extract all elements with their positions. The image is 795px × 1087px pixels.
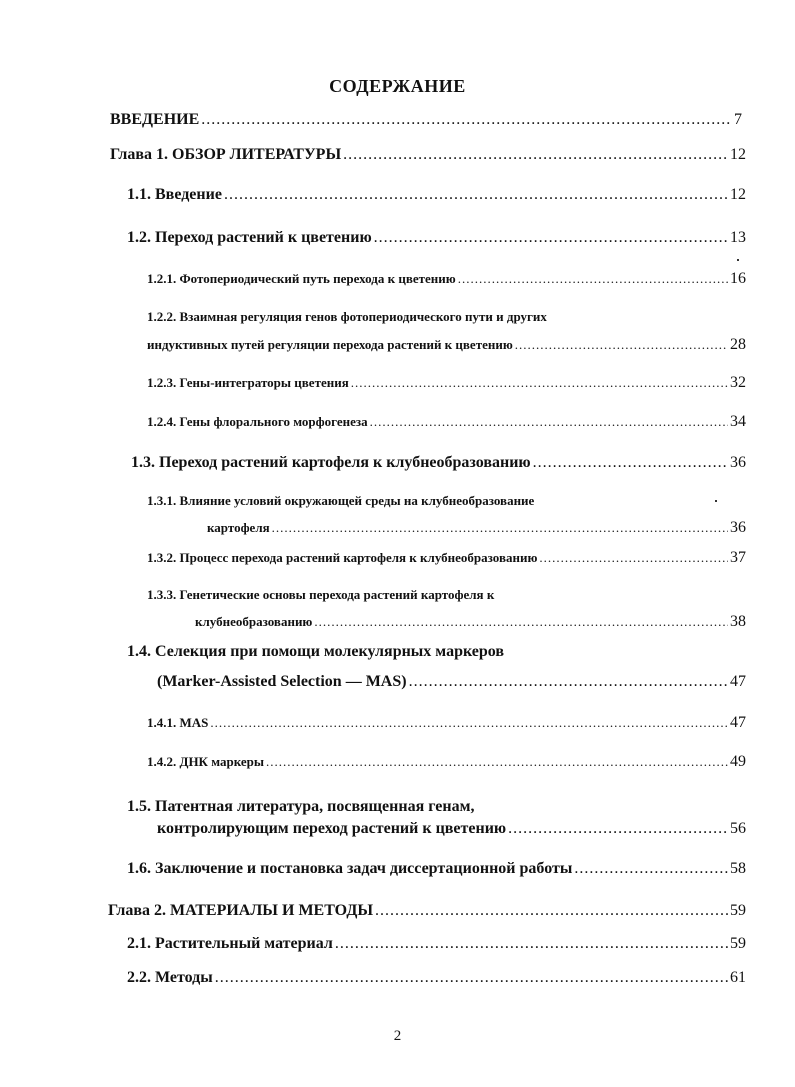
toc-label: 1.4.1. MAS [147,715,209,730]
toc-entry-1-6 [127,860,746,878]
toc-entry-chapter-1 [110,146,746,164]
toc-label: ВВЕДЕНИЕ [110,111,200,128]
toc-page-number: 58 [730,860,746,877]
toc-page-number: 28 [730,336,746,353]
toc-entry-1-3-3-line1: 1.3.3. Генетические основы перехода растений картофеля к [147,587,495,602]
dot-leader [533,454,728,472]
page-title: СОДЕРЖАНИЕ [329,76,466,96]
dot-leader [201,111,732,129]
dot-leader [343,146,728,164]
toc-entry-2-2 [127,969,746,987]
toc-label: 1.2.4. Гены флорального морфогенеза [147,414,368,429]
toc-page-number: 59 [730,902,746,919]
dot-leader [351,375,728,391]
toc-entry-1-1 [127,186,746,204]
toc-entry-2-1 [127,935,746,953]
toc-entry-introduction [110,111,742,129]
toc-label: 1.6. Заключение и постановка задач диссертационной работы [127,860,573,877]
toc-page-number: 32 [730,374,746,391]
toc-label: Глава 1. ОБЗОР ЛИТЕРАТУРЫ [110,146,342,163]
scan-speck [737,259,739,261]
toc-page-number: 38 [730,613,746,630]
toc-entry-1-3 [131,454,746,472]
toc-label: Глава 2. МАТЕРИАЛЫ И МЕТОДЫ [108,902,374,919]
toc-label: 1.4.2. ДНК маркеры [147,754,265,769]
toc-entry-1-3-2 [147,549,746,567]
toc-entry-1-3-1 [207,519,746,537]
toc-page-number: 36 [730,519,746,536]
toc-page-number: 36 [730,454,746,471]
toc-page-number: 34 [730,413,746,430]
dot-leader [210,715,728,731]
toc-entry-1-4-1 [147,714,746,732]
toc-entry-1-2-4 [147,413,746,431]
toc-entry-1-2 [127,229,746,247]
toc-page-number: 59 [730,935,746,952]
toc-entry-1-5 [157,820,746,838]
toc-label: 1.2.1. Фотопериодический путь перехода к цветению [147,271,456,286]
toc-label: 1.3. Переход растений картофеля к клубнеобразованию [131,454,531,471]
dot-leader [266,754,728,770]
toc-entry-1-2-2-line1: 1.2.2. Взаимная регуляция генов фотопериодического пути и других [147,309,547,324]
dot-leader [409,673,728,691]
toc-page-number: 12 [730,146,746,163]
dot-leader [224,186,728,204]
toc-page-number: 47 [730,714,746,731]
toc-entry-chapter-2 [108,902,746,920]
dot-leader [375,902,728,920]
toc-entry-1-2-3 [147,374,746,392]
toc-page-number: 12 [730,186,746,203]
toc-label: 1.2.3. Гены-интеграторы цветения [147,375,349,390]
toc-entry-1-3-3 [195,613,746,631]
toc-label: 1.2. Переход растений к цветению [127,229,372,246]
toc-page-number: 49 [730,753,746,770]
toc-page-number: 47 [730,673,746,690]
toc-entry-1-4-line1: 1.4. Селекция при помощи молекулярных маркеров [127,643,505,660]
toc-entry-1-5-line1: 1.5. Патентная литература, посвященная генам, [127,798,475,815]
toc-label: (Marker-Assisted Selection — MAS) [157,673,407,690]
dot-leader [458,271,728,287]
toc-label: контролирующим переход растений к цветению [157,820,507,837]
scan-speck [715,500,717,502]
toc-page-number: 37 [730,549,746,566]
toc-label: индуктивных путей регуляции перехода растений к цветению [147,337,513,352]
dot-leader [215,969,728,987]
toc-page-number: 61 [730,969,746,986]
toc-entry-1-3-1-line1: 1.3.1. Влияние условий окружающей среды на клубнеобразование [147,493,535,508]
dot-leader [574,860,728,878]
dot-leader [539,550,728,566]
toc-label: 2.1. Растительный материал [127,935,333,952]
toc-label: 2.2. Методы [127,969,213,986]
toc-label: клубнеобразованию [195,614,313,629]
dot-leader [374,229,728,247]
dot-leader [508,820,728,838]
toc-label: картофеля [207,520,270,535]
toc-entry-1-2-1 [147,270,746,288]
page-number: 2 [393,1028,402,1044]
dot-leader [272,520,728,536]
toc-page-number: 7 [734,111,742,128]
dot-leader [314,614,728,630]
toc-page-number: 16 [730,270,746,287]
toc-page-number: 13 [730,229,746,246]
dot-leader [335,935,728,953]
toc-label: 1.1. Введение [127,186,222,203]
toc-label: 1.3.2. Процесс перехода растений картофеля к клубнеобразованию [147,550,538,565]
toc-entry-1-4 [157,673,746,691]
toc-entry-1-4-2 [147,753,746,771]
toc-entry-1-2-2 [147,336,746,354]
toc-page-number: 56 [730,820,746,837]
dot-leader [370,414,728,430]
dot-leader [515,337,728,353]
